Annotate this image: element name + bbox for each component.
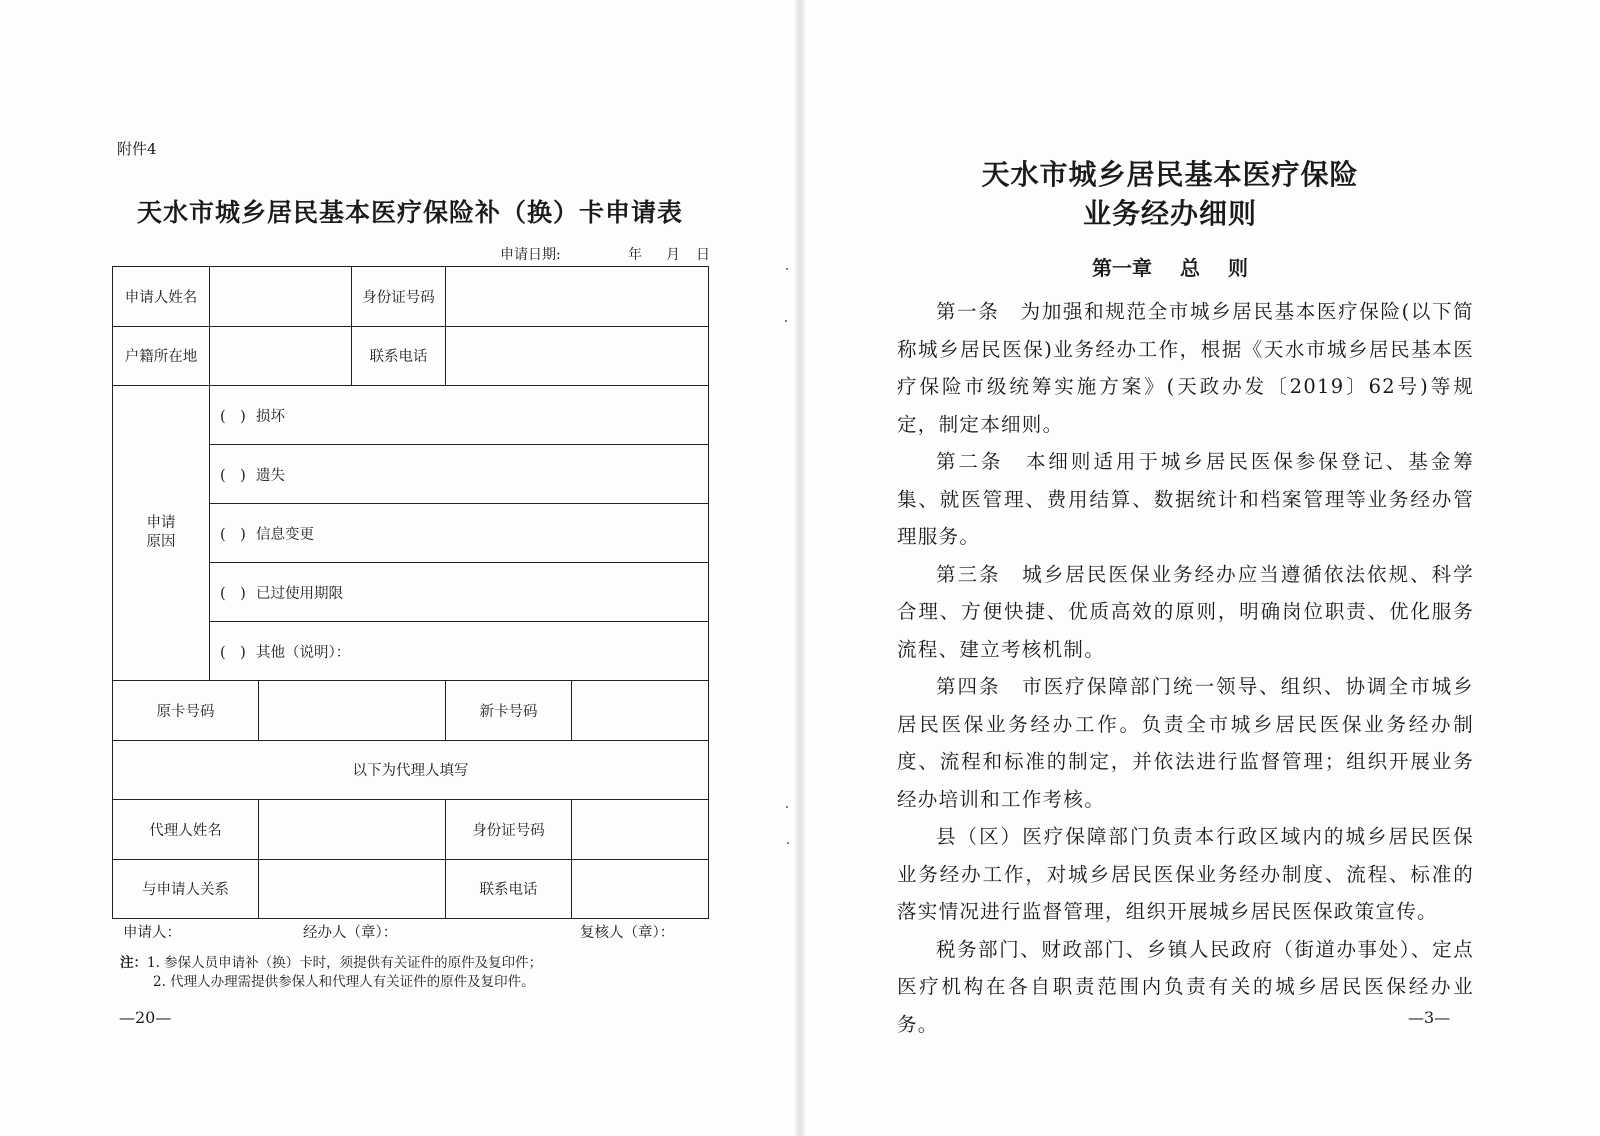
label-applicant-name: 申请人姓名 xyxy=(113,267,210,327)
apply-date-label: 申请日期: xyxy=(500,247,561,263)
reason-option-lost[interactable] xyxy=(210,445,709,504)
application-form-table xyxy=(112,266,709,919)
apply-date-year: 年 xyxy=(628,247,642,263)
scan-speck xyxy=(787,842,789,844)
input-household-location[interactable] xyxy=(210,326,352,386)
scan-speck xyxy=(786,806,788,808)
reason-label: 信息变更 xyxy=(256,526,314,543)
reason-checkbox[interactable]: ( ) xyxy=(220,526,246,543)
form-row-reason-1 xyxy=(113,386,709,445)
reason-label: 遗失 xyxy=(256,467,285,484)
input-agent-phone[interactable] xyxy=(572,859,709,919)
page-number-right: —3— xyxy=(1408,1008,1451,1027)
form-row-card xyxy=(113,681,709,741)
scan-speck xyxy=(785,320,787,322)
label-id-number: 身份证号码 xyxy=(352,267,446,327)
label-agent-id-number: 身份证号码 xyxy=(446,800,572,860)
form-title: 天水市城乡居民基本医疗保险补（换）卡申请表 xyxy=(136,198,683,227)
signature-reviewer: 复核人（章）： xyxy=(580,925,675,941)
agent-section-title: 以下为代理人填写 xyxy=(113,740,709,800)
reason-option-info-change[interactable] xyxy=(210,504,709,563)
input-phone[interactable] xyxy=(446,326,709,386)
input-new-card[interactable] xyxy=(572,681,709,741)
chapter-heading xyxy=(880,252,1460,281)
form-notes xyxy=(120,954,542,992)
page-number-left: —20— xyxy=(119,1008,172,1027)
notes-label: 注： xyxy=(120,955,147,971)
document-title-line2: 业务经办细则 xyxy=(1082,197,1257,230)
reason-checkbox[interactable]: ( ) xyxy=(220,408,246,425)
reason-checkbox[interactable]: ( ) xyxy=(220,467,246,484)
label-agent-phone: 联系电话 xyxy=(446,859,572,919)
reason-header-line2: 原因 xyxy=(146,534,176,550)
chapter-title-char2: 则 xyxy=(1228,256,1248,280)
article-3: 第三条 城乡居民医保业务经办应当遵循依法依规、科学合理、方便快捷、优质高效的原则，明确岗位职责、优化服务流程、建立考核机制。 xyxy=(897,562,1474,661)
page-gutter xyxy=(795,0,805,1136)
label-household-location: 户籍所在地 xyxy=(113,326,210,386)
input-agent-id-number[interactable] xyxy=(572,800,709,860)
reason-label: 已过使用期限 xyxy=(256,585,343,602)
label-new-card: 新卡号码 xyxy=(446,681,572,741)
form-row-agent-name xyxy=(113,800,709,860)
label-agent-relation: 与申请人关系 xyxy=(113,859,259,919)
attachment-label: 附件4 xyxy=(117,140,157,158)
article-1: 第一条 为加强和规范全市城乡居民基本医疗保险(以下简称城乡居民医保)业务经办工作，根据《天水市城乡居民基本医疗保险市级统筹实施方案》(天政办发〔2019〕62号)等规定，制定本细则。 xyxy=(897,300,1474,436)
form-row-agent-relation xyxy=(113,859,709,919)
document-title-line1: 天水市城乡居民基本医疗保险 xyxy=(981,158,1359,191)
label-phone: 联系电话 xyxy=(352,326,446,386)
label-agent-name: 代理人姓名 xyxy=(113,800,259,860)
reason-option-other[interactable] xyxy=(210,622,709,681)
article-2: 第二条 本细则适用于城乡居民医保参保登记、基金筹集、就医管理、费用结算、数据统计和档案管理等业务经办管理服务。 xyxy=(897,450,1474,548)
reason-label: 损坏 xyxy=(256,408,285,425)
reason-header xyxy=(113,386,210,681)
input-agent-relation[interactable] xyxy=(259,859,446,919)
signature-applicant: 申请人： xyxy=(123,925,181,941)
chapter-title-char1: 总 xyxy=(1180,256,1200,280)
apply-date-month: 月 xyxy=(666,247,680,263)
note-line-2: 2. 代理人办理需提供参保人和代理人有关证件的原件及复印件。 xyxy=(153,974,535,990)
chapter-number: 第一章 xyxy=(1092,256,1152,280)
input-applicant-name[interactable] xyxy=(210,267,352,327)
input-old-card[interactable] xyxy=(259,681,446,741)
apply-date xyxy=(500,244,710,264)
article-4: 第四条 市医疗保障部门统一领导、组织、协调全市城乡居民医保业务经办工作。负责全市城乡居民医保业务经办制度、流程和标准的制定，并依法进行监督管理；组织开展业务经办培训和工作考核。 xyxy=(897,675,1474,811)
reason-label: 其他（说明）： xyxy=(256,644,351,661)
signature-handler: 经办人（章）： xyxy=(303,925,398,941)
reason-checkbox[interactable]: ( ) xyxy=(220,585,246,602)
input-agent-name[interactable] xyxy=(259,800,446,860)
form-row-household xyxy=(113,326,709,386)
label-old-card: 原卡号码 xyxy=(113,681,259,741)
document-body xyxy=(897,293,1474,1043)
scan-speck xyxy=(786,268,788,270)
reason-checkbox[interactable]: ( ) xyxy=(220,644,246,661)
reason-option-damaged[interactable] xyxy=(210,386,709,445)
input-id-number[interactable] xyxy=(446,267,709,327)
reason-header-line1: 申请 xyxy=(146,515,176,531)
form-row-applicant xyxy=(113,267,709,327)
apply-date-day: 日 xyxy=(696,247,710,263)
document-title xyxy=(880,155,1460,233)
article-4-county: 县（区）医疗保障部门负责本行政区域内的城乡居民医保业务经办工作，对城乡居民医保业务经办制度、流程、标准的落实情况进行监督管理，组织开展城乡居民医保政策宣传。 xyxy=(897,825,1474,923)
reason-option-expired[interactable] xyxy=(210,563,709,622)
article-4-departments: 税务部门、财政部门、乡镇人民政府（街道办事处）、定点医疗机构在各自职责范围内负责有关的城乡居民医保经办业务。 xyxy=(897,937,1474,1036)
note-line-1: 1. 参保人员申请补（换）卡时，须提供有关证件的原件及复印件； xyxy=(147,955,543,971)
form-row-agent-title xyxy=(113,740,709,800)
